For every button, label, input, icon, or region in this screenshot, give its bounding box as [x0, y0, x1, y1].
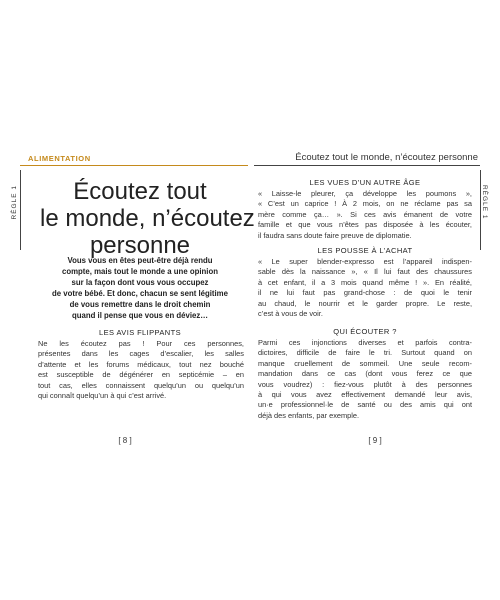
page-title	[40, 178, 255, 259]
section-label: ALIMENTATION	[28, 154, 91, 163]
left-side-tab: RÈGLE 1	[11, 185, 18, 220]
running-head: Écoutez tout le monde, n’écoutez personne	[295, 152, 478, 163]
title-line: le monde, n’écoutez	[40, 205, 255, 232]
page-number-right: [ 9 ]	[368, 436, 382, 445]
body-line: Parmi ces injonctions diverses et parfois contra-	[258, 338, 472, 347]
body-line: à qui vous avez effectivement demandé leur avis,	[258, 390, 472, 400]
right-top-rule	[254, 165, 480, 166]
body-line: présentes dans les cages d’escalier, les salles	[38, 349, 244, 359]
body-paragraph	[38, 339, 244, 401]
body-line: d’attente et les forums médicaux, tout nez bouché	[38, 359, 244, 369]
body-line: à cet enfant, il a 3 mois quand même ! ». En réalité,	[258, 277, 472, 287]
page-number-left: [ 8 ]	[118, 436, 132, 445]
body-line: mandation dans ce cas (dont vous ferez ce que	[258, 369, 472, 379]
body-paragraph	[258, 338, 472, 421]
body-line: « Laisse-le pleurer, ça développe les poumons »,	[258, 189, 472, 198]
body-line: il ne lui faut pas grand-chose : de quoi le tenir	[258, 288, 472, 298]
body-line: c’est à vous de voir.	[258, 309, 323, 319]
subheading-avis-flippants: LES AVIS FLIPPANTS	[99, 328, 181, 337]
body-line: il faudra sans doute faire preuve de diplomatie.	[258, 230, 412, 240]
body-line: sable dès la naissance », « Il lui faut des chaussures	[258, 267, 472, 277]
right-side-tab: RÈGLE 1	[481, 185, 488, 220]
intro-line: compte, mais tout le monde a une opinion	[62, 267, 218, 276]
intro-line: de votre bébé. Et donc, chacun se sent légitime	[52, 289, 228, 298]
body-line: famille et que vous n’êtes pas disposée à les écouter,	[258, 220, 472, 230]
body-line: tout cas, elles connaissent quelqu’un ou quelqu’un	[38, 380, 244, 390]
intro-line: de vous remettre dans le droit chemin	[69, 300, 211, 309]
subheading-vues-autre-age: LES VUES D’UN AUTRE ÂGE	[309, 178, 421, 187]
intro-line: Vous vous en êtes peut-être déjà rendu	[67, 256, 213, 265]
body-paragraph	[258, 257, 472, 319]
title-line: Écoutez tout	[73, 178, 207, 205]
body-paragraph	[258, 189, 472, 241]
intro-line: quand il pense que vous en déviez…	[71, 311, 209, 320]
body-line: Ne les écoutez pas ! Pour ces personnes,	[38, 339, 244, 348]
subheading-qui-ecouter: QUI ÉCOUTER ?	[333, 327, 397, 336]
body-line: dictoires, difficile de faire le tri. Surtout quand on	[258, 348, 472, 358]
body-line: manque cruellement de sommeil. Une seule recom-	[258, 358, 472, 368]
body-line: « C’est un caprice ! À 2 mois, on ne réclame pas sa	[258, 199, 472, 209]
body-line: mère comme ça… ». Si ces avis émanent de votre	[258, 209, 472, 219]
body-line: qui connaît quelqu’un à qui c’est arrivé.	[38, 391, 167, 401]
intro-paragraph	[38, 255, 242, 321]
intro-line: sur la façon dont vous vous occupez	[71, 278, 209, 287]
body-line: est susceptible de dégénérer en septicémie – en	[38, 370, 244, 380]
left-top-rule	[20, 165, 248, 166]
body-line: au chaud, le nourrir et le garder propre. Le reste,	[258, 298, 472, 308]
body-line: vous voudrez) : fiez-vous plutôt à des personnes	[258, 379, 472, 389]
subheading-pousse-achat: LES POUSSE À L’ACHAT	[317, 246, 413, 255]
body-line: déjà des enfants, par exemple.	[258, 410, 360, 420]
body-line: un·e professionnel·le de santé ou des amis qui ont	[258, 400, 472, 410]
left-side-rule	[20, 170, 21, 250]
title-line: personne	[89, 232, 191, 259]
body-line: « Le super blender-expresso est l’appareil indispen-	[258, 257, 472, 266]
